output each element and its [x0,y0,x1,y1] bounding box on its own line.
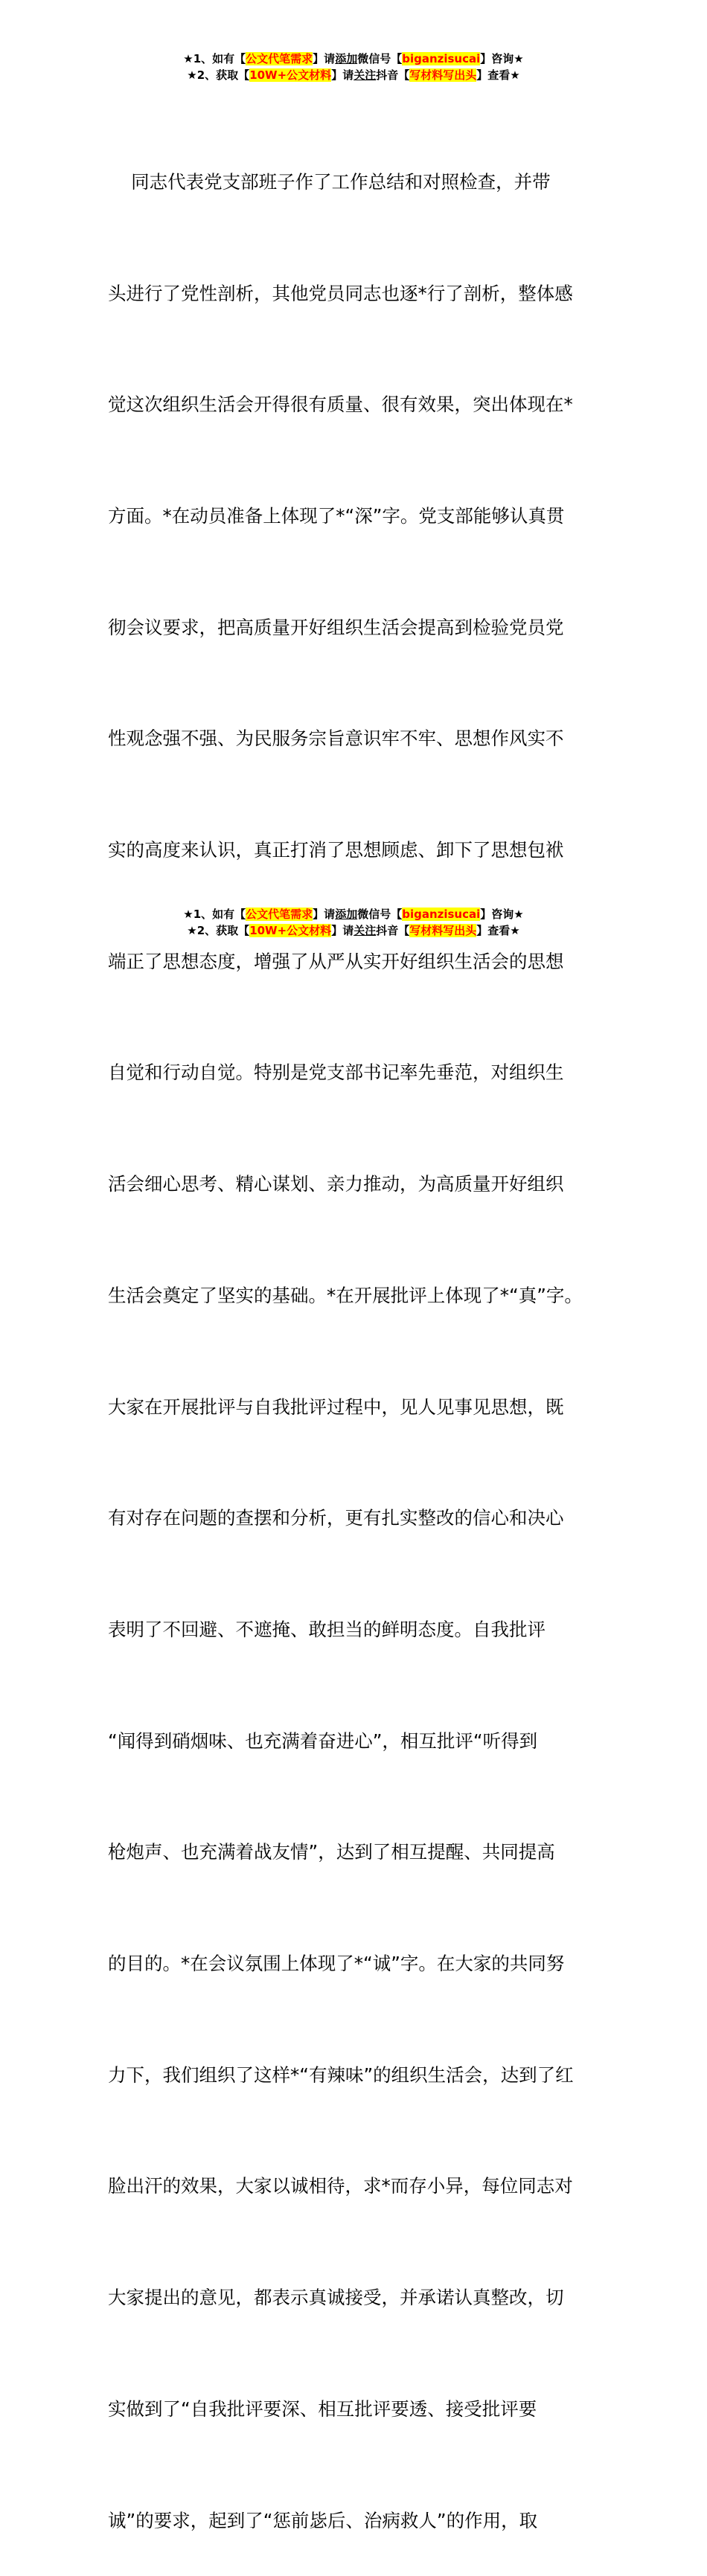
banner-text: ★1、如有【 [183,52,246,65]
banner-text: 微信号【 [357,52,403,65]
banner-text: ★1、如有【 [183,908,246,921]
highlight-materials: 10W+公文材料 [249,68,332,82]
text-line: 表明了不回避、不遮掩、敢担当的鲜明态度。自我批评 [108,1618,546,1640]
banner-text: 抖音【 [376,68,410,82]
highlight-douyin-account: 写材料写出头 [409,68,477,82]
text-line: 生活会奠定了坚实的基础。*在开展批评上体现了*“真”字。 [108,1284,583,1306]
banner-text: 】请 [331,924,354,937]
highlight-wechat-id: biganzisucai [402,52,481,65]
banner-line-2 [0,67,707,83]
banner-text: 】请 [331,68,354,82]
highlight-douyin-account: 写材料写出头 [409,924,477,937]
text-line: 大家提出的意见，都表示真诚接受，并承诺认真整改，切 [108,2287,564,2309]
banner-underlined-text: 关注 [354,924,377,937]
banner-text: 】查看★ [476,924,520,937]
banner-text: 】咨询★ [480,52,524,65]
banner-text: ★2、获取【 [187,924,250,937]
highlight-service: 公文代笔需求 [246,52,313,65]
header-banner [0,51,707,83]
text-line: 实做到了“自我批评要深、相互批评要透、接受批评要 [108,2397,537,2420]
text-line: 实的高度来认识，真正打消了思想顾虑、卸下了思想包袱 [108,839,564,861]
highlight-service: 公文代笔需求 [246,908,313,921]
banner-text: 微信号【 [357,908,403,921]
text-line: 有对存在问题的查摆和分析，更有扎实整改的信心和决心 [108,1507,564,1529]
banner-underlined-text: 添加 [335,908,358,921]
footer-banner [0,906,707,939]
text-line: 觉这次组织生活会开得很有质量、很有效果，突出体现在* [108,394,573,416]
text-line: “闻得到硝烟味、也充满着奋进心”，相互批评“听得到 [108,1729,538,1752]
text-line: 端正了思想态度，增强了从严从实开好组织生活会的思想 [108,950,564,972]
text-line: 自觉和行动自觉。特别是党支部书记率先垂范，对组织生 [108,1061,564,1084]
text-line: 头进行了党性剖析，其他党员同志也逐*行了剖析，整体感 [108,282,573,304]
text-line: 方面。*在动员准备上体现了*“深”字。党支部能够认真贯 [108,504,565,527]
highlight-materials: 10W+公文材料 [249,924,332,937]
text-line: 诚”的要求，起到了“惩前毖后、治病救人”的作用，取 [108,2509,538,2531]
banner-text: 】查看★ [476,68,520,82]
banner-line-1 [0,51,707,67]
banner-underlined-text: 关注 [354,68,377,82]
text-line: 活会细心思考、精心谋划、亲力推动，为高质量开好组织 [108,1173,564,1195]
text-line: 力下，我们组织了这样*“有辣味”的组织生活会，达到了红 [108,2063,574,2086]
banner-text: 】咨询★ [480,908,524,921]
banner-text: 抖音【 [376,924,410,937]
banner-line-1 [0,906,707,922]
banner-text: 】请 [313,52,336,65]
document-body [108,89,607,2576]
banner-text: 】请 [313,908,336,921]
banner-line-2 [0,922,707,939]
text-line: 脸出汗的效果，大家以诚相待，求*而存小异，每位同志对 [108,2175,573,2197]
text-line: 彻会议要求，把高质量开好组织生活会提高到检验党员党 [108,616,564,638]
banner-text: ★2、获取【 [187,68,250,82]
banner-underlined-text: 添加 [335,52,358,65]
text-line: 性观念强不强、为民服务宗旨意识牢不牢、思想作风实不 [108,727,564,750]
highlight-wechat-id: biganzisucai [402,908,481,921]
text-line: 枪炮声、也充满着战友情”，达到了相互提醒、共同提高 [108,1841,555,1863]
text-line: 同志代表党支部班子作了工作总结和对照检查，并带 [108,170,551,193]
text-line: 大家在开展批评与自我批评过程中，见人见事见思想，既 [108,1395,564,1418]
text-line: 的目的。*在会议氛围上体现了*“诚”字。在大家的共同努 [108,1953,565,1975]
